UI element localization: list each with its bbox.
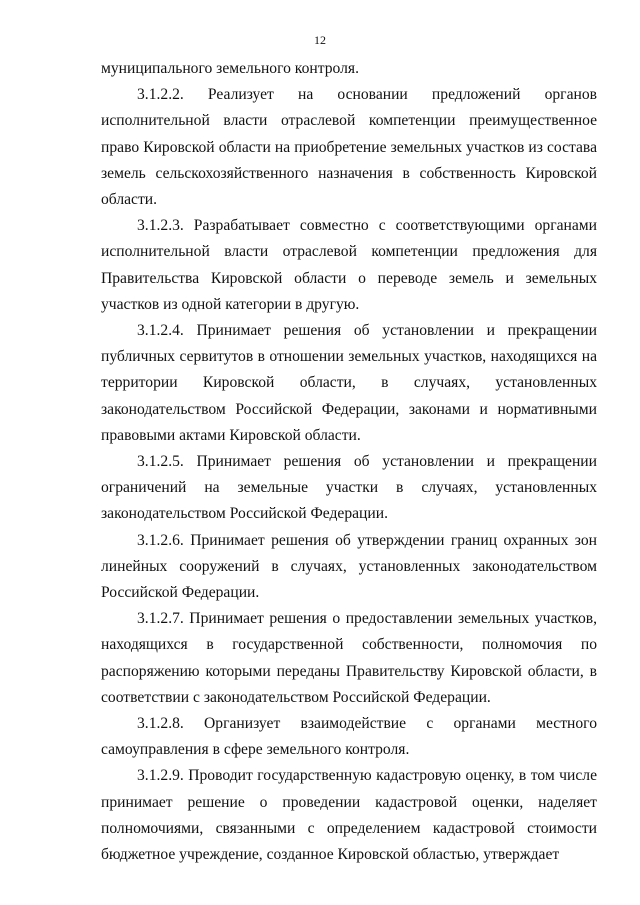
document-body <box>101 56 597 868</box>
paragraph-continuation: муниципального земельного контроля. <box>101 60 359 77</box>
paragraph-3-1-2-8: 3.1.2.8. Организует взаимодействие с органами местного самоуправления в сфере земельного контроля. <box>101 715 597 759</box>
paragraph-3-1-2-6: 3.1.2.6. Принимает решения об утверждении границ охранных зон линейных сооружений в случаях, установленных законодательством Российской Федерации. <box>101 531 597 602</box>
paragraph-3-1-2-3: 3.1.2.3. Разрабатывает совместно с соответствующими органами исполнительной власти отраслевой компетенции предложения для Правительства Кировской области о переводе земель и земельных участков из одной категории в другую. <box>101 217 597 313</box>
paragraph-3-1-2-9: 3.1.2.9. Проводит государственную кадастровую оценку, в том числе принимает решение о проведении кадастровой оценки, наделяет полномочиями, связанными с определением кадастровой стоимости бюджетное учреждение, созданное Кировской областью, утверждает <box>101 767 597 864</box>
paragraph-3-1-2-2: 3.1.2.2. Реализует на основании предложений органов исполнительной власти отраслевой компетенции преимущественное право Кировской области на приобретение земельных участков из состава земель сельскохозяйственного назначения в собственность Кировской области. <box>101 86 597 209</box>
page-number: 12 <box>314 33 326 47</box>
paragraph-3-1-2-7: 3.1.2.7. Принимает решения о предоставлении земельных участков, находящихся в государственной собственности, полномочия по распоряжению которыми переданы Правительству Кировской области, в соответствии с законодательством Российской Федерации. <box>101 610 597 706</box>
paragraph-3-1-2-4: 3.1.2.4. Принимает решения об установлении и прекращении публичных сервитутов в отношении земельных участков, находящихся на территории Кировской области, в случаях, установленных законодательством Российской Федерации, законами и нормативными правовыми актами Кировской области. <box>101 322 597 444</box>
paragraph-3-1-2-5: 3.1.2.5. Принимает решения об установлении и прекращении ограничений на земельные участки в случаях, установленных законодательством Российской Федерации. <box>101 453 597 523</box>
